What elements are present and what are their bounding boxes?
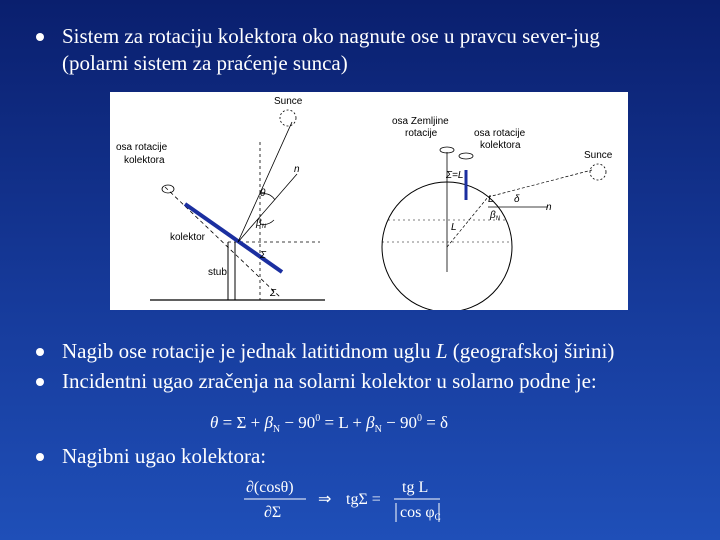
left-diagram bbox=[116, 96, 325, 300]
right-diagram bbox=[382, 116, 613, 310]
formula-2-svg bbox=[240, 474, 460, 526]
bullet-1-line-2: (polarni sistem za praćenje sunca) bbox=[62, 51, 348, 75]
bullet-4-text: Nagibni ugao kolektora: bbox=[62, 444, 267, 468]
incidence-angle-formula bbox=[210, 410, 480, 441]
svg-text:θ = Σ + βN − 900 = L + βN − 90: $\theta = \Sigma + \beta_N - 90^0 = L + \beta_N - 90^0 = \delta$ bbox=[210, 413, 449, 435]
svg-text:∂Σ: ∂Σ bbox=[264, 504, 282, 521]
left-sigma-label-1: Σ bbox=[260, 250, 266, 261]
bullet-1-dot bbox=[36, 33, 44, 41]
svg-text:⇒: ⇒ bbox=[318, 491, 332, 508]
left-osa-rotacije-label-1: osa rotacije bbox=[116, 142, 168, 153]
left-theta-label: θ bbox=[260, 188, 266, 199]
right-l-label: L bbox=[488, 194, 494, 205]
figure-svg bbox=[110, 92, 628, 310]
left-kolektor-label: kolektor bbox=[170, 232, 206, 243]
svg-text:tgΣ =: tgΣ = bbox=[346, 491, 381, 508]
bullet-4-dot bbox=[36, 453, 44, 461]
solar-tracking-figure bbox=[110, 92, 628, 310]
right-sigma-eq-l-label: Σ=L bbox=[446, 170, 464, 181]
tilt-angle-formula bbox=[240, 474, 460, 531]
bullet-1-line-1: Sistem za rotaciju kolektora oko nagnute ose u pravcu sever-jug bbox=[62, 24, 600, 48]
left-osa-rotacije-label-2: kolektora bbox=[124, 155, 165, 166]
right-sunce-label: Sunce bbox=[584, 150, 613, 161]
svg-text:∂(cosθ): ∂(cosθ) bbox=[246, 479, 294, 496]
left-sunce-label: Sunce bbox=[274, 96, 303, 107]
left-stub-label: stub bbox=[208, 267, 227, 278]
svg-text:tg L: tg L bbox=[402, 479, 429, 496]
left-n-label: n bbox=[294, 164, 300, 175]
right-n-label: n bbox=[546, 202, 552, 213]
right-osa-zemljine-label-1: osa Zemljine bbox=[392, 116, 449, 127]
svg-text:cos φC: cos φC bbox=[400, 504, 441, 522]
right-l-lower-label: L bbox=[451, 222, 457, 233]
left-beta-label: $\beta_N$ bbox=[256, 218, 267, 230]
bullet-2-text: Nagib ose rotacije je jednak latitidnom uglu L (geografskoj širini) bbox=[62, 339, 615, 363]
bullet-3-dot bbox=[36, 378, 44, 386]
bullet-2-dot bbox=[36, 348, 44, 356]
right-osa-zemljine-label-2: rotacije bbox=[405, 128, 438, 139]
right-osa-rotacije-label-1: osa rotacije bbox=[474, 128, 526, 139]
bullet-3-text: Incidentni ugao zračenja na solarni kolektor u solarno podne je: bbox=[62, 369, 597, 393]
right-delta-label: δ bbox=[514, 194, 520, 205]
left-sigma-label-2: Σ bbox=[270, 288, 276, 299]
right-osa-rotacije-label-2: kolektora bbox=[480, 140, 521, 151]
formula-1-svg bbox=[210, 410, 480, 436]
right-beta-label: $\beta_N$ bbox=[490, 210, 501, 222]
